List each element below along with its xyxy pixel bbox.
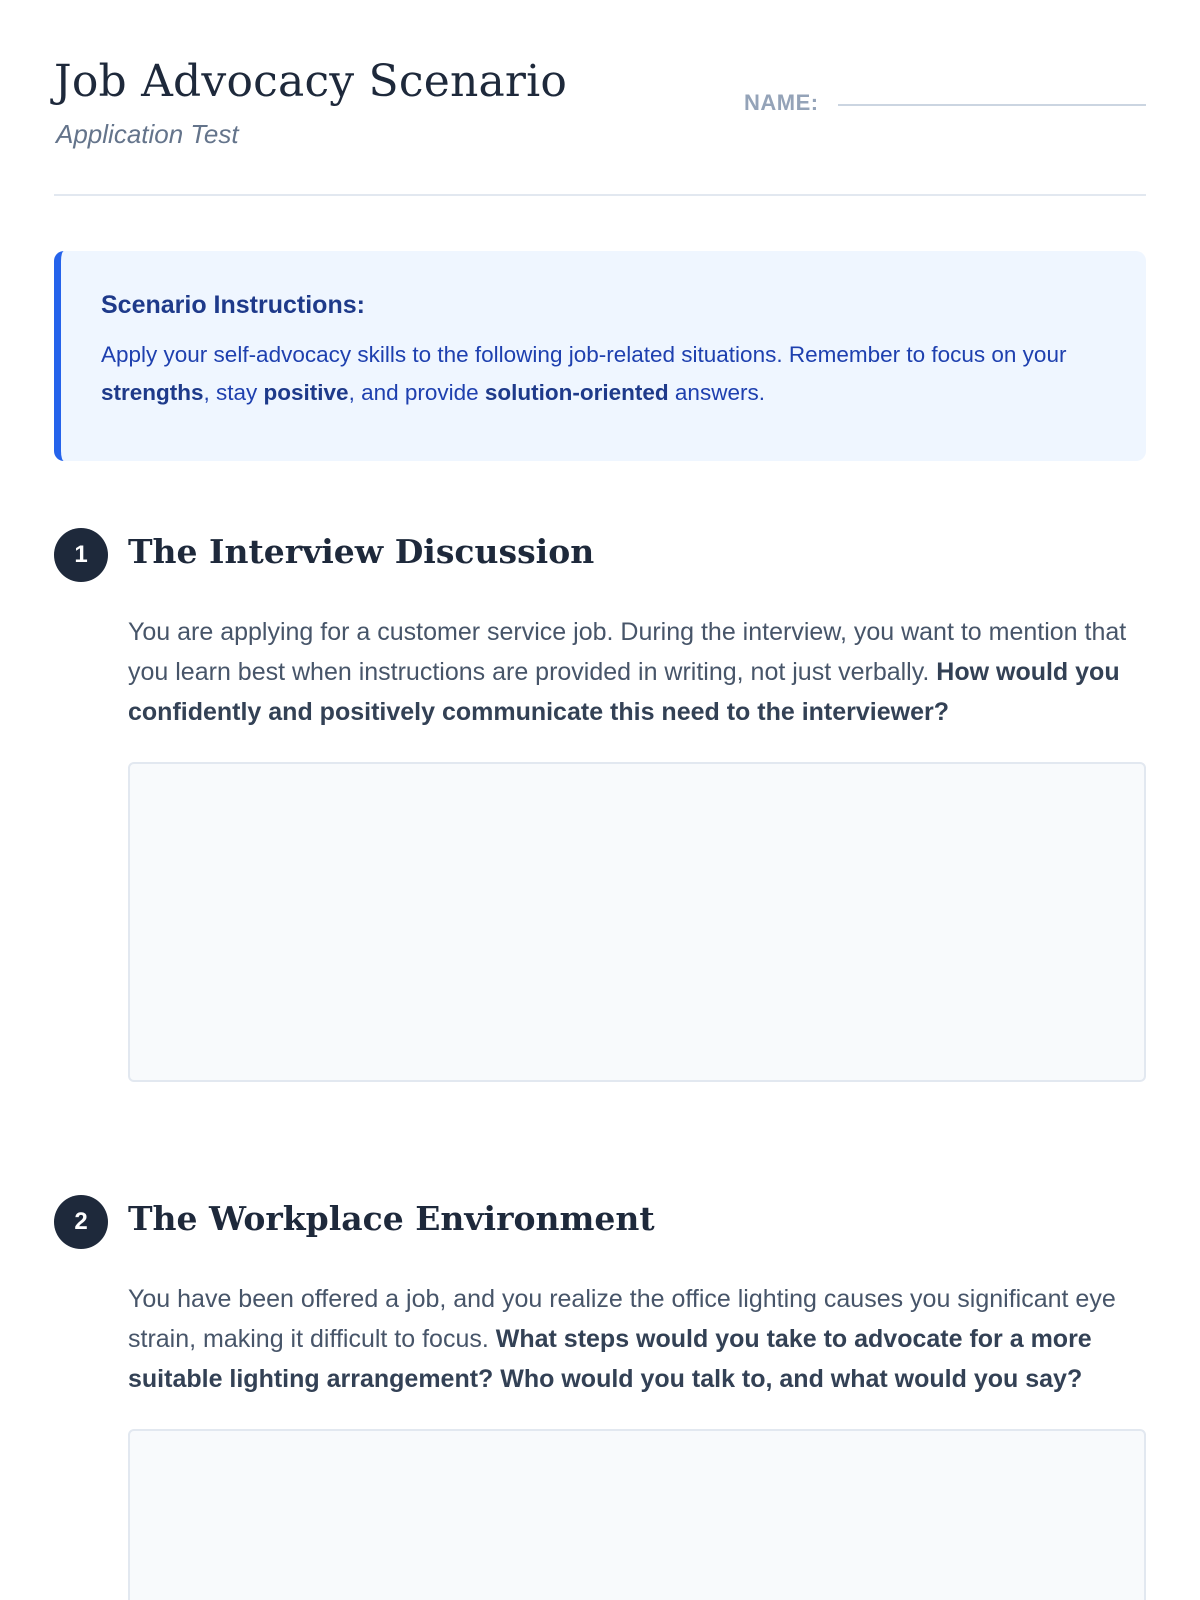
question-2 (54, 1195, 1146, 1600)
question-scenario: You have been offered a job, and you realize the office lighting causes you significant eye strain, making it difficult to focus. (128, 1285, 1116, 1353)
instructions-emphasis-positive: positive (263, 380, 349, 405)
answer-box[interactable] (128, 1429, 1146, 1600)
instructions-box (54, 251, 1146, 461)
instructions-title: Scenario Instructions: (101, 291, 365, 319)
question-title: The Workplace Environment (128, 1199, 655, 1238)
name-field[interactable] (838, 104, 1146, 106)
instructions-text-part: , stay (203, 380, 264, 405)
question-header (54, 528, 1146, 582)
instructions-text-part: , and provide (348, 380, 485, 405)
answer-box[interactable] (128, 762, 1146, 1082)
instructions-text-part: Apply your self-advocacy skills to the following job-related situations. Remember to focus on your (101, 342, 1067, 367)
page-title: Job Advocacy Scenario (54, 56, 568, 107)
question-header (54, 1195, 1146, 1249)
question-number-badge: 2 (54, 1195, 108, 1249)
question-prompt: What steps would you take to advocate for a more suitable lighting arrangement? Who would you talk to, and what would you say? (128, 1325, 1092, 1393)
instructions-text (101, 336, 1106, 412)
question-number-badge: 1 (54, 528, 108, 582)
question-prompt: How would you confidently and positively communicate this need to the interviewer? (128, 658, 1120, 726)
instructions-emphasis-solution: solution-oriented (484, 380, 669, 405)
page-subtitle: Application Test (56, 119, 239, 149)
question-1 (54, 528, 1146, 1082)
instructions-emphasis-strengths: strengths (101, 380, 204, 405)
question-text (128, 612, 1146, 732)
question-scenario: You are applying for a customer service job. During the interview, you want to mention that you learn best when instructions are provided in writing, not just verbally. (128, 618, 1127, 686)
question-title: The Interview Discussion (128, 532, 595, 571)
name-label: NAME: (744, 90, 819, 115)
question-text (128, 1279, 1146, 1399)
instructions-text-part: answers. (668, 380, 765, 405)
worksheet-header (54, 52, 1146, 196)
